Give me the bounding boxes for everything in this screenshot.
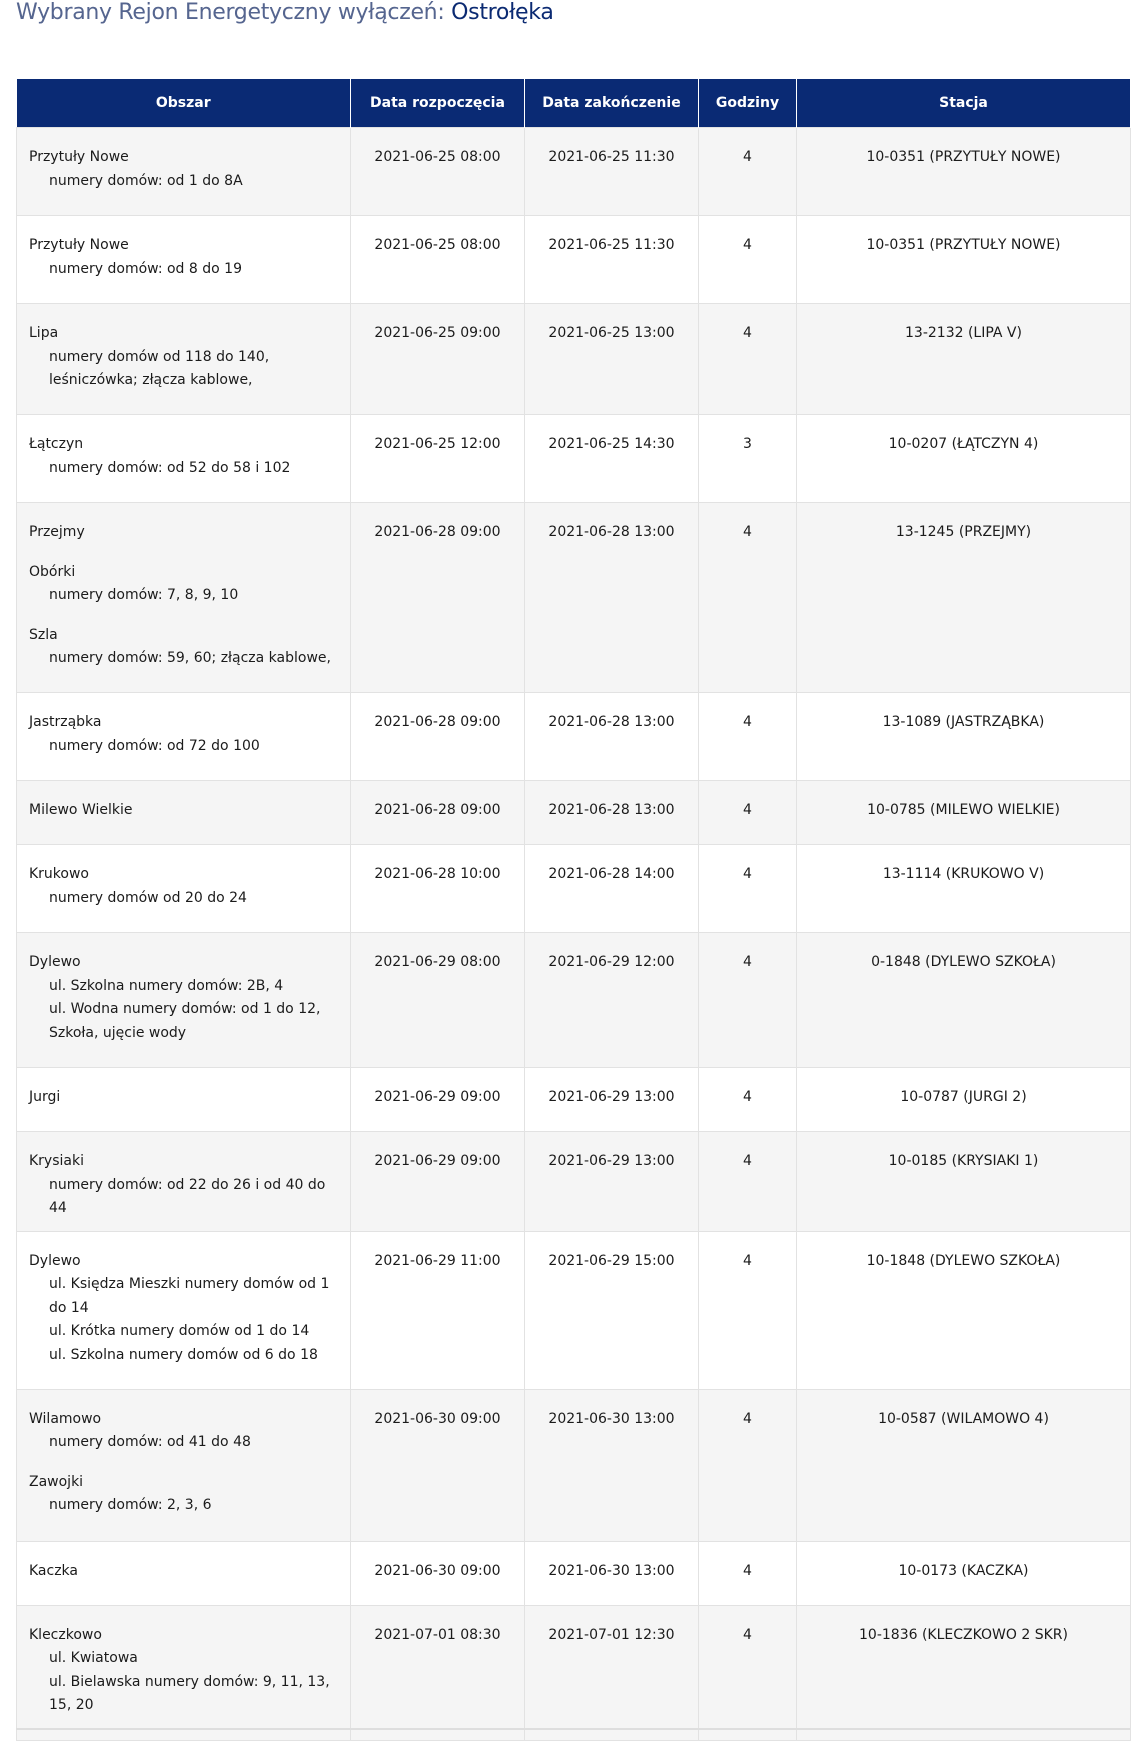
area-cell — [17, 693, 351, 781]
table-row — [17, 693, 1131, 781]
area-place: Łątczyn — [29, 436, 84, 452]
area-spacer — [29, 545, 338, 561]
area-cell — [17, 216, 351, 304]
area-cell — [17, 128, 351, 216]
hours-cell: 4 — [699, 781, 797, 845]
area-place: Obórki — [29, 563, 76, 580]
end-date-cell: 2021-06-29 13:00 — [525, 1068, 699, 1132]
table-header-row — [17, 79, 1131, 128]
heading-prefix: Wybrany Rejon Energetyczny wyłączeń: — [16, 0, 445, 25]
area-detail: numery domów: 59, 60; złącza kablowe, — [49, 650, 331, 666]
area-place: Szla — [29, 626, 58, 643]
area-cell — [17, 1068, 351, 1132]
hours-cell: 4 — [699, 216, 797, 304]
station-cell: 10-1848 (DYLEWO SZKOŁA) — [797, 1231, 1131, 1389]
start-date-cell: 2021-06-29 09:00 — [351, 1132, 525, 1232]
table-row — [17, 1605, 1131, 1740]
start-date-cell: 2021-06-28 09:00 — [351, 781, 525, 845]
table-row — [17, 1231, 1131, 1389]
end-date-cell: 2021-06-28 13:00 — [525, 503, 699, 693]
area-spacer — [29, 1455, 338, 1471]
station-cell: 10-0207 (ŁĄTCZYN 4) — [797, 415, 1131, 503]
end-date-cell: 2021-06-29 12:00 — [525, 933, 699, 1068]
station-cell: 0-1848 (DYLEWO SZKOŁA) — [797, 933, 1131, 1068]
area-place: Przejmy — [29, 524, 85, 540]
end-date-cell: 2021-06-28 13:00 — [525, 693, 699, 781]
station-cell: 10-0785 (MILEWO WIELKIE) — [797, 781, 1131, 845]
start-date-cell: 2021-06-25 12:00 — [351, 415, 525, 503]
end-date-cell: 2021-06-25 11:30 — [525, 128, 699, 216]
page-heading — [16, 0, 554, 25]
area-spacer — [29, 608, 338, 624]
table-row — [17, 216, 1131, 304]
hours-cell: 4 — [699, 128, 797, 216]
area-place: Krysiaki — [29, 1153, 84, 1169]
table-row — [17, 781, 1131, 845]
hours-cell: 4 — [699, 1132, 797, 1232]
table-row — [17, 304, 1131, 415]
area-detail: numery domów: 7, 8, 9, 10 — [49, 587, 239, 603]
end-date-cell: 2021-07-01 12:30 — [525, 1605, 699, 1740]
area-place: Dylewo — [29, 1252, 81, 1269]
hours-cell: 3 — [699, 415, 797, 503]
column-header-start-date: Data rozpoczęcia — [351, 79, 525, 128]
hours-cell: 4 — [699, 693, 797, 781]
station-cell: 10-0173 (KACZKA) — [797, 1541, 1131, 1605]
station-cell: 13-2132 (LIPA V) — [797, 304, 1131, 415]
column-header-hours: Godziny — [699, 79, 797, 128]
area-place: Kleczkowo — [29, 1626, 102, 1643]
table-row — [17, 845, 1131, 933]
hours-cell: 4 — [699, 1389, 797, 1541]
start-date-cell: 2021-06-29 08:00 — [351, 933, 525, 1068]
hours-cell: 4 — [699, 1541, 797, 1605]
column-header-end-date: Data zakończenie — [525, 79, 699, 128]
area-place: Krukowo — [29, 866, 89, 882]
hours-cell: 4 — [699, 933, 797, 1068]
station-cell: 10-1836 (KLECZKOWO 2 SKR) — [797, 1605, 1131, 1740]
area-detail: numery domów: od 22 do 26 i od 40 do 44 — [49, 1176, 326, 1216]
selected-region: Ostrołęka — [451, 0, 554, 25]
station-cell: 10-0351 (PRZYTUŁY NOWE) — [797, 216, 1131, 304]
station-cell: 10-0351 (PRZYTUŁY NOWE) — [797, 128, 1131, 216]
area-detail: ul. Bielawska numery domów: 9, 11, 13, 15, 20 — [49, 1673, 330, 1713]
area-place: Jastrząbka — [29, 714, 102, 730]
end-date-cell: 2021-06-28 13:00 — [525, 781, 699, 845]
area-cell — [17, 1605, 351, 1740]
start-date-cell: 2021-06-28 09:00 — [351, 503, 525, 693]
end-date-cell: 2021-06-25 14:30 — [525, 415, 699, 503]
area-cell — [17, 781, 351, 845]
table-row — [17, 1541, 1131, 1605]
table-row — [17, 128, 1131, 216]
station-cell: 13-1114 (KRUKOWO V) — [797, 845, 1131, 933]
hours-cell: 4 — [699, 1605, 797, 1740]
start-date-cell: 2021-06-25 08:00 — [351, 216, 525, 304]
table-row — [17, 933, 1131, 1068]
area-detail: numery domów od 20 do 24 — [49, 889, 247, 906]
hours-cell: 4 — [699, 304, 797, 415]
area-cell — [17, 304, 351, 415]
area-cell — [17, 415, 351, 503]
area-place: Kaczka — [29, 1562, 78, 1579]
area-detail: ul. Szkolna numery domów: 2B, 4 — [49, 977, 284, 994]
hours-cell: 4 — [699, 503, 797, 693]
start-date-cell: 2021-06-30 09:00 — [351, 1389, 525, 1541]
area-place: Przytuły Nowe — [29, 237, 129, 253]
area-place: Wilamowo — [29, 1410, 102, 1427]
start-date-cell: 2021-06-29 11:00 — [351, 1231, 525, 1389]
table-row — [17, 415, 1131, 503]
start-date-cell: 2021-06-29 09:00 — [351, 1068, 525, 1132]
table-row — [17, 503, 1131, 693]
area-cell — [17, 845, 351, 933]
area-cell — [17, 1231, 351, 1389]
table-row — [17, 1132, 1131, 1232]
area-place: Milewo Wielkie — [29, 802, 133, 818]
end-date-cell: 2021-06-29 15:00 — [525, 1231, 699, 1389]
end-date-cell: 2021-06-29 13:00 — [525, 1132, 699, 1232]
hours-cell: 4 — [699, 845, 797, 933]
station-cell: 10-0587 (WILAMOWO 4) — [797, 1389, 1131, 1541]
area-cell — [17, 1132, 351, 1232]
area-cell — [17, 1389, 351, 1541]
station-cell: 13-1245 (PRZEJMY) — [797, 503, 1131, 693]
end-date-cell: 2021-06-25 13:00 — [525, 304, 699, 415]
area-detail: ul. Księdza Mieszki numery domów od 1 do 14 — [49, 1276, 330, 1316]
hours-cell: 4 — [699, 1068, 797, 1132]
table-body — [17, 128, 1131, 1741]
table-row — [17, 1068, 1131, 1132]
station-cell: 13-1089 (JASTRZĄBKA) — [797, 693, 1131, 781]
table-row — [17, 1389, 1131, 1541]
end-date-cell: 2021-06-25 11:30 — [525, 216, 699, 304]
end-date-cell: 2021-06-30 13:00 — [525, 1541, 699, 1605]
start-date-cell: 2021-06-28 10:00 — [351, 845, 525, 933]
area-detail: numery domów: 2, 3, 6 — [49, 1497, 212, 1513]
area-detail: ul. Szkolna numery domów od 6 do 18 — [49, 1346, 318, 1363]
outage-table — [16, 79, 1131, 1741]
area-cell — [17, 503, 351, 693]
station-cell: 10-0185 (KRYSIAKI 1) — [797, 1132, 1131, 1232]
area-detail: numery domów: od 52 do 58 i 102 — [49, 459, 291, 476]
start-date-cell: 2021-07-01 08:30 — [351, 1605, 525, 1740]
area-detail: numery domów: od 72 do 100 — [49, 737, 260, 754]
area-place: Zawojki — [29, 1473, 84, 1490]
start-date-cell: 2021-06-30 09:00 — [351, 1541, 525, 1605]
area-place: Przytuły Nowe — [29, 149, 129, 165]
area-detail: numery domów od 118 do 140, leśniczówka; złącza kablowe, — [49, 348, 270, 388]
start-date-cell: 2021-06-25 08:00 — [351, 128, 525, 216]
column-header-station: Stacja — [797, 79, 1131, 128]
area-place: Lipa — [29, 325, 59, 341]
table-bottom-divider — [16, 1728, 1130, 1730]
station-cell: 10-0787 (JURGI 2) — [797, 1068, 1131, 1132]
hours-cell: 4 — [699, 1231, 797, 1389]
area-detail: ul. Krótka numery domów od 1 do 14 — [49, 1323, 310, 1339]
start-date-cell: 2021-06-28 09:00 — [351, 693, 525, 781]
area-cell — [17, 1541, 351, 1605]
end-date-cell: 2021-06-30 13:00 — [525, 1389, 699, 1541]
start-date-cell: 2021-06-25 09:00 — [351, 304, 525, 415]
area-detail: numery domów: od 41 do 48 — [49, 1434, 251, 1450]
area-detail: ul. Wodna numery domów: od 1 do 12, Szkoła, ujęcie wody — [49, 1001, 321, 1041]
area-detail: numery domów: od 1 do 8A — [49, 172, 243, 189]
area-place: Jurgi — [29, 1089, 61, 1105]
area-cell — [17, 933, 351, 1068]
column-header-area: Obszar — [17, 79, 351, 128]
area-place: Dylewo — [29, 954, 81, 970]
end-date-cell: 2021-06-28 14:00 — [525, 845, 699, 933]
area-detail: numery domów: od 8 do 19 — [49, 260, 242, 277]
area-detail: ul. Kwiatowa — [49, 1650, 138, 1666]
